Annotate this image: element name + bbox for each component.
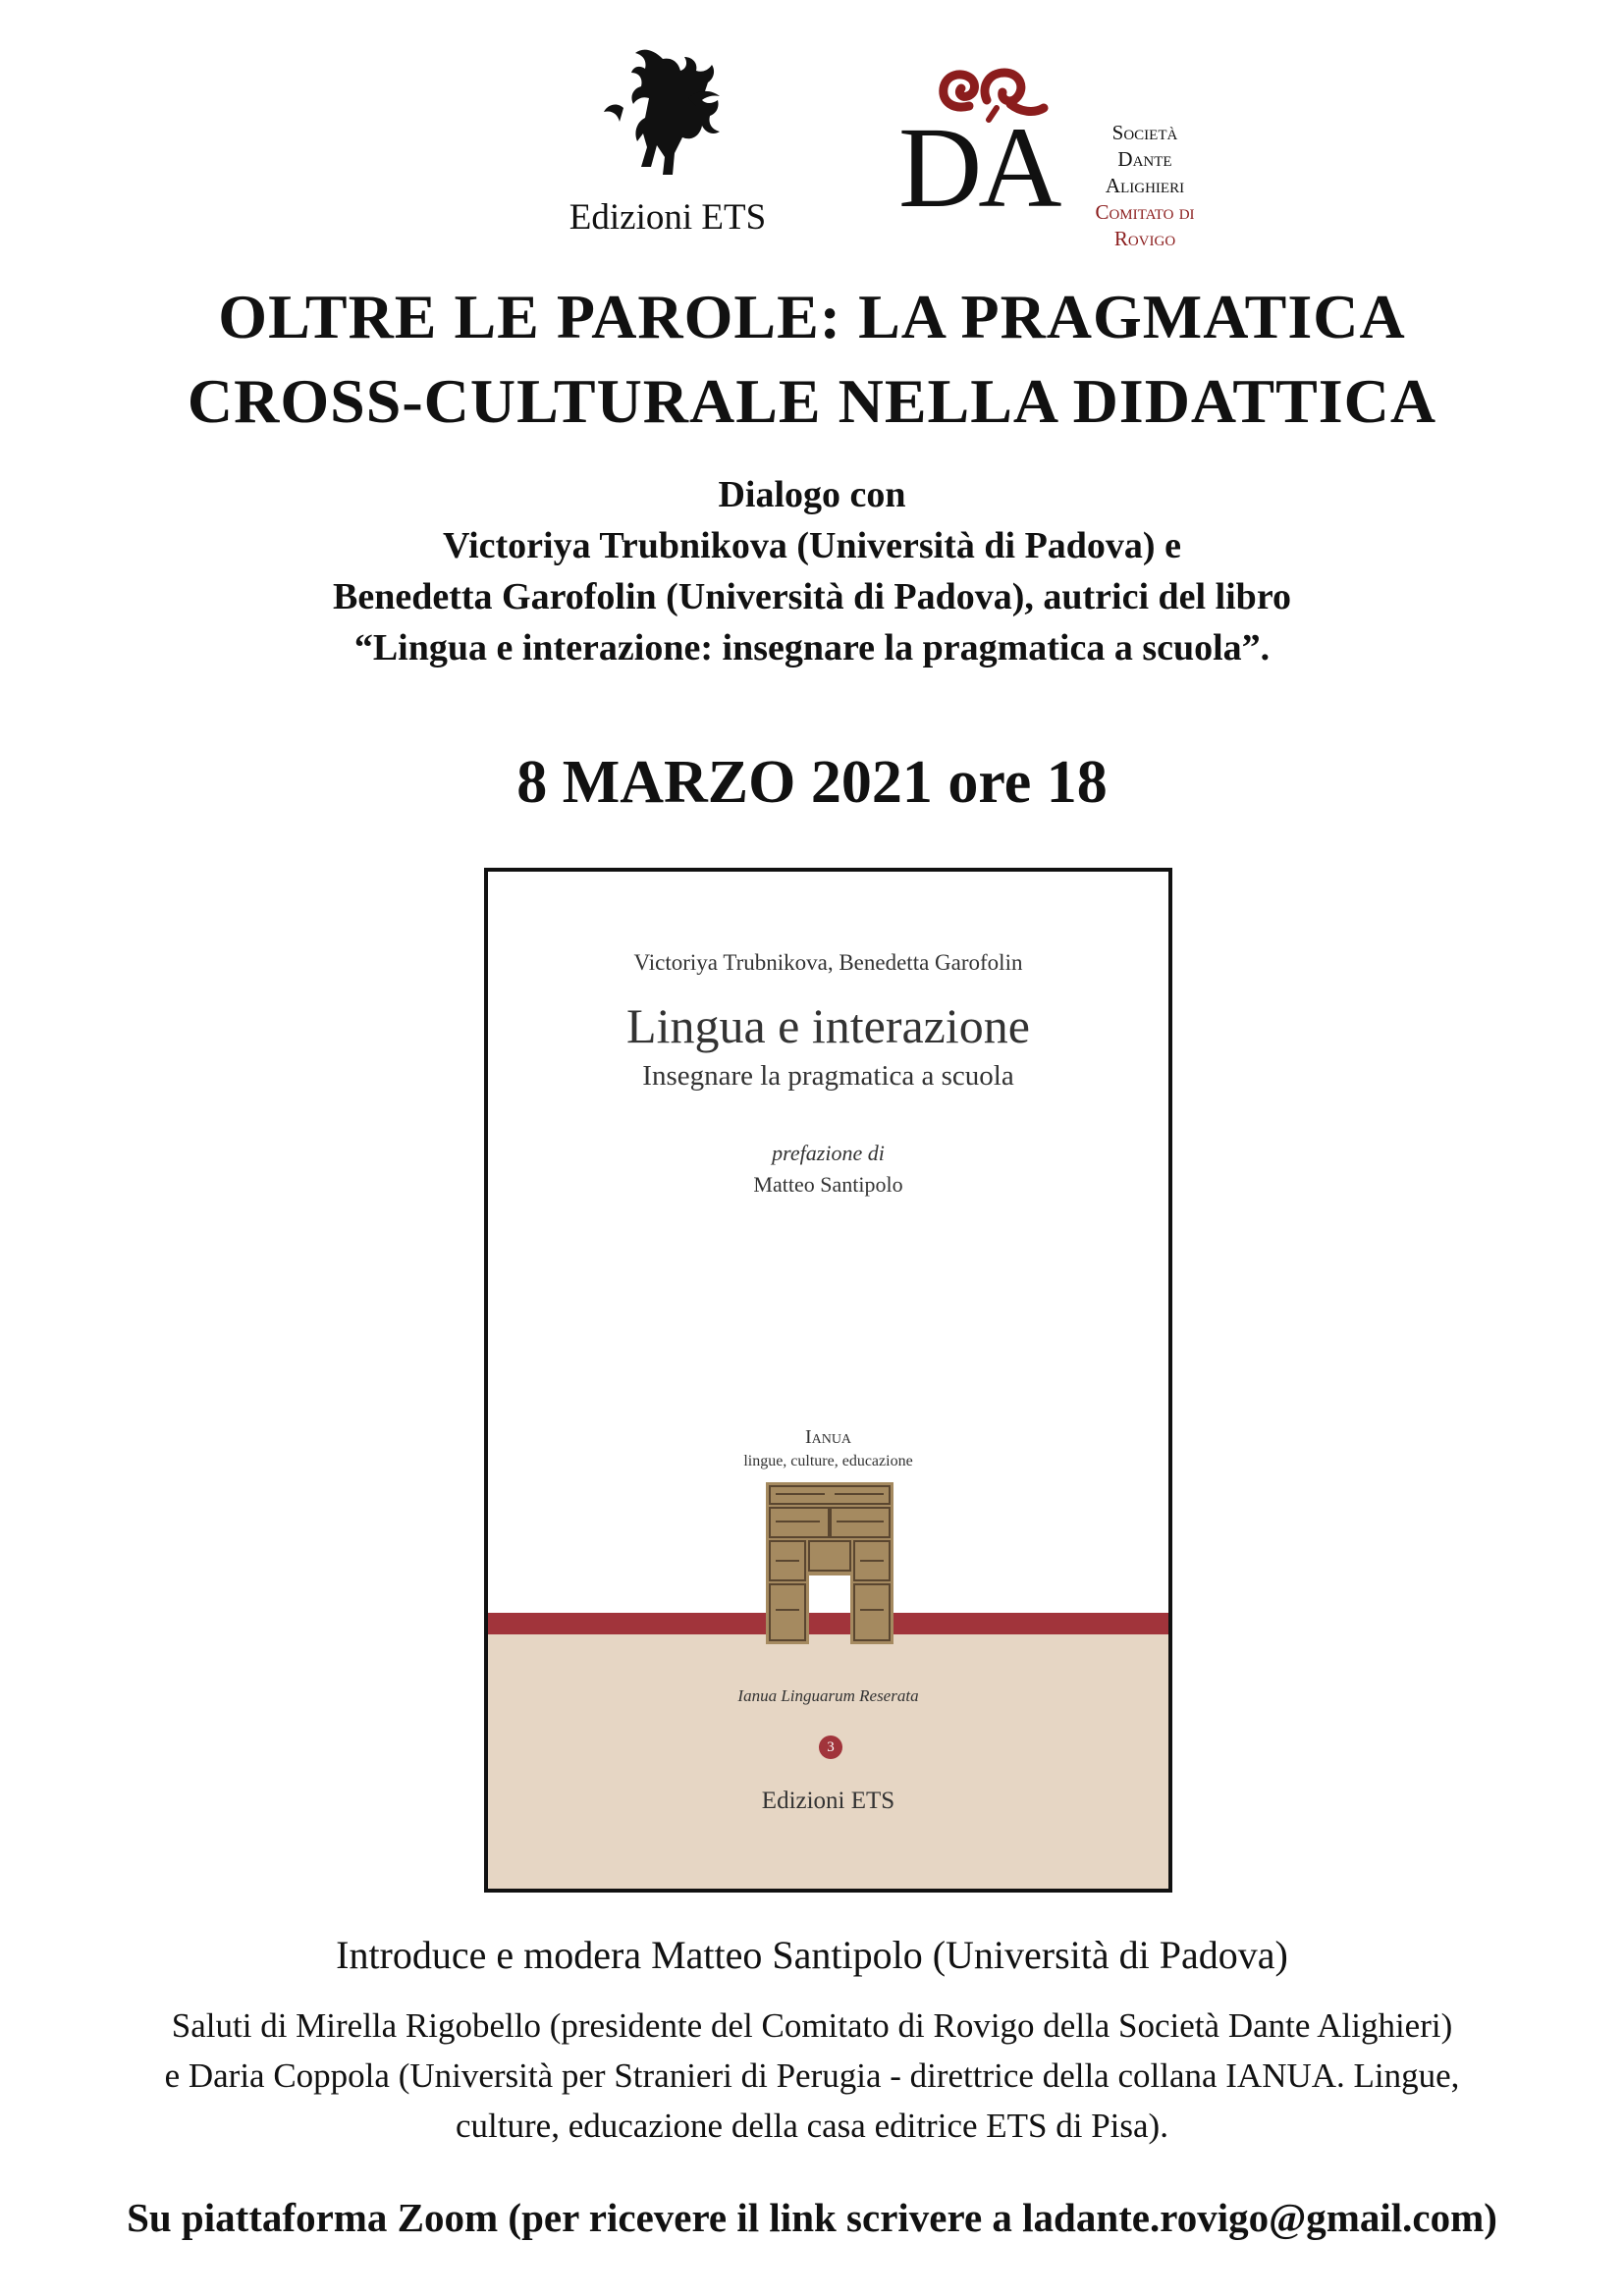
dialogue-line: “Lingua e interazione: insegnare la pragmatica a scuola”. xyxy=(353,627,1271,668)
greetings-line: e Daria Coppola (Università per Stranieri di Perugia - direttrice della collana IANUA. Lingue, xyxy=(164,2056,1460,2095)
cover-authors: Victoriya Trubnikova, Benedetta Garofolin xyxy=(633,950,1023,975)
dialogue-line: Dialogo con xyxy=(718,474,906,515)
da-caption-line: Comitato di xyxy=(1095,200,1195,224)
dialogue-line: Victoriya Trubnikova (Università di Padova) e xyxy=(443,525,1181,566)
cover-volume-number: 3 xyxy=(819,1735,842,1759)
dialogue-intro xyxy=(0,469,1624,673)
greetings-line: culture, educazione della casa editrice ETS di Pisa). xyxy=(456,2107,1168,2145)
cover-preface-label: prefazione di xyxy=(772,1141,885,1165)
cover-subtitle: Insegnare la pragmatica a scuola xyxy=(642,1060,1014,1092)
cover-preface-name: Matteo Santipolo xyxy=(753,1172,903,1197)
book-cover xyxy=(484,868,1172,1893)
da-caption-line: Rovigo xyxy=(1113,227,1176,250)
cover-publisher: Edizioni ETS xyxy=(761,1788,895,1814)
event-title-line: OLTRE LE PAROLE: LA PRAGMATICA xyxy=(218,282,1406,351)
cover-title: Lingua e interazione xyxy=(626,998,1030,1053)
da-letters: DA xyxy=(898,103,1058,232)
gate-icon xyxy=(766,1482,893,1644)
event-title-line: CROSS-CULTURALE NELLA DIDATTICA xyxy=(187,366,1437,436)
cover-series-subtitle: lingue, culture, educazione xyxy=(743,1453,913,1469)
cover-bottom-area xyxy=(488,1634,1168,1893)
da-caption-line: Dante Alighieri xyxy=(1105,147,1185,197)
griffin-icon xyxy=(594,39,741,187)
ets-logo xyxy=(555,39,781,239)
greetings xyxy=(51,2001,1573,2151)
ets-name: Edizioni ETS xyxy=(568,197,767,238)
da-mark xyxy=(898,49,1065,236)
logo-row xyxy=(0,29,1624,255)
da-caption-line: Società xyxy=(1111,121,1178,144)
moderator-line: Introduce e modera Matteo Santipolo (Università di Padova) xyxy=(336,1933,1288,1977)
cover-motto: Ianua Linguarum Reserata xyxy=(737,1686,919,1705)
zoom-info: Su piattaforma Zoom (per ricevere il link scrivere a ladante.rovigo@gmail.com) xyxy=(127,2195,1497,2240)
da-caption xyxy=(1077,120,1213,252)
dante-alighieri-logo xyxy=(898,49,1213,250)
cover-series: Ianua xyxy=(804,1426,852,1448)
greetings-line: Saluti di Mirella Rigobello (presidente del Comitato di Rovigo della Società Dante Alighieri) xyxy=(171,2006,1453,2045)
event-date: 8 MARZO 2021 ore 18 xyxy=(516,749,1108,816)
dialogue-line: Benedetta Garofolin (Università di Padova), autrici del libro xyxy=(333,576,1291,617)
event-title xyxy=(0,275,1624,444)
